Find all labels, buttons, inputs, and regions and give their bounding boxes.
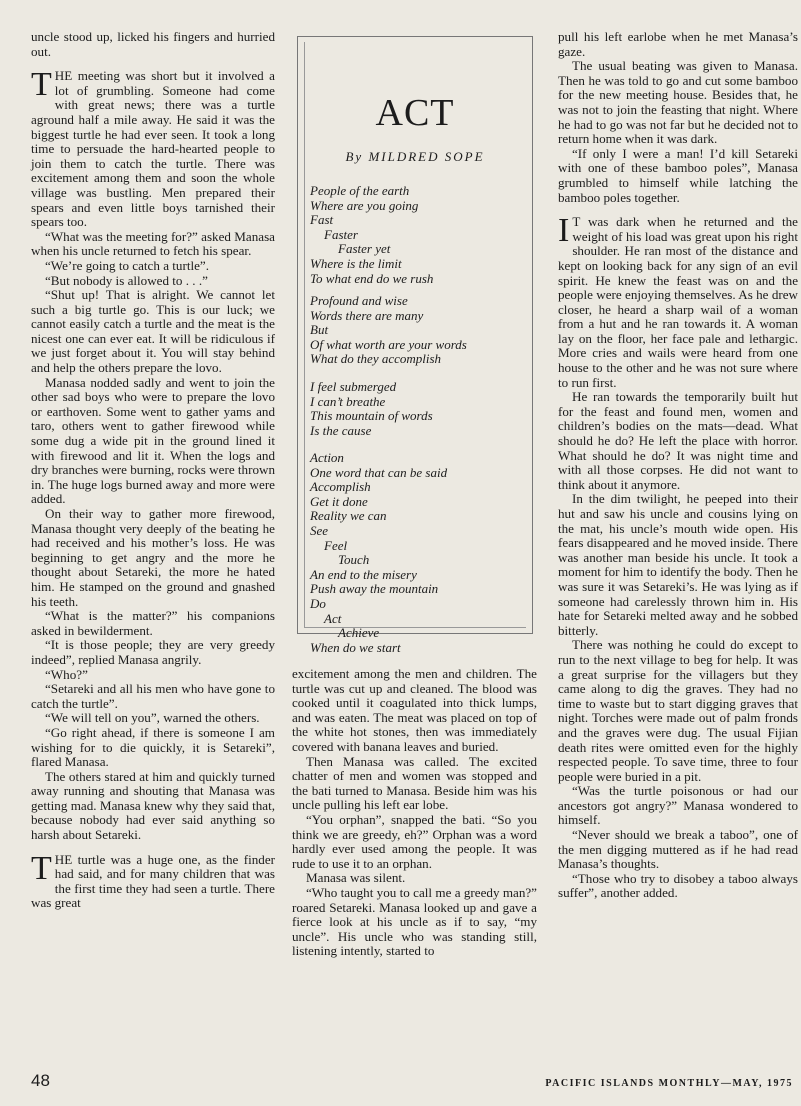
poem-line: Faster bbox=[324, 226, 358, 242]
paragraph: “Was the turtle poisonous or had our ancestors got angry?” Manasa wondered to himself. bbox=[558, 783, 798, 828]
paragraph: “If only I were a man! I’d kill Setareki with one of these bamboo poles”, Manasa grumbled to himself while latching the bamboo poles together. bbox=[558, 145, 798, 205]
drop-cap: I bbox=[558, 212, 570, 250]
paragraph: “Setareki and all his men who have gone to catch the turtle”. bbox=[31, 681, 275, 711]
paragraph: THE meeting was short but it involved a lot of grumbling. Someone had come with great news; there was a turtle aground half a mile away. He said it was the biggest turtle he had ever seen. It took a long time to persuade the hard-hearted people to join them to catch the turtle. There was excitement among them and soon the whole village was bustling. Men prepared their spears and even little boys tarnished their spears too. bbox=[31, 66, 275, 230]
poem-line: Achieve bbox=[338, 625, 380, 641]
paragraph: “Those who try to disobey a taboo always suffer”, another added. bbox=[558, 870, 798, 901]
poem-line: One word that can be said bbox=[310, 464, 448, 480]
paragraph: “It is those people; they are very greedy indeed”, replied Manasa angrily. bbox=[31, 637, 275, 667]
paragraph: pull his left earlobe when he met Manasa’s gaze. bbox=[558, 29, 798, 59]
paragraph: “Never should we break a taboo”, one of the men digging muttered as if he had read Manasa’s thoughts. bbox=[558, 827, 798, 872]
poem-line: Action bbox=[310, 450, 344, 465]
paragraph: There was nothing he could do except to run to the next village to beg for help. It was a great surprise for the villagers but they came along to dig the graves. They had no time to waste but to start digging graves that night. Torches were made out of palm fronds and the graves were dug. The usual Fijian death rites were omitted even for the highly respected people. To save time, three to four people were buried in a pit. bbox=[558, 637, 798, 784]
paragraph: In the dim twilight, he peeped into their hut and saw his uncle and cousins lying on the mat, his uncle’s mouth wide open. His fears disappeared and he moved inside. There was another man beside his uncle. It took a moment for him to identify the body. Then he was sure it was Setareki’s. He was lying as if someone had carelessly thrown him in. His hate for Setareki melted away and he sobbed bitterly. bbox=[558, 491, 798, 638]
poem-line: Words there are many bbox=[310, 307, 424, 323]
poem-box bbox=[297, 36, 533, 655]
poem-line: This mountain of words bbox=[310, 408, 433, 424]
drop-cap: T bbox=[31, 849, 52, 887]
poem-line: Get it done bbox=[310, 493, 368, 509]
poem-line: Profound and wise bbox=[310, 293, 408, 308]
paragraph: “Go right ahead, if there is someone I am wishing for to die quickly, it is Setareki”, flared Manasa. bbox=[31, 724, 275, 770]
poem-line: What do they accomplish bbox=[310, 351, 442, 367]
paragraph: The usual beating was given to Manasa. Then he was told to go and cut some bamboo for the new meeting house. Besides that, he was not to join the feasting that night. Where he had to go was not far but he decided not to return home when it was dark. bbox=[558, 58, 798, 147]
poem-line: Is the cause bbox=[310, 422, 372, 438]
poem-stanza-4 bbox=[310, 451, 525, 655]
poem-line: Fast bbox=[310, 212, 334, 228]
poem-line: An end to the misery bbox=[310, 566, 417, 582]
poem-line: I can’t breathe bbox=[310, 393, 386, 409]
paragraph: “Shut up! That is alright. We cannot let such a big turtle go. This is our luck; we cannot easily catch a turtle and the meat is the nicest one can ever eat. It will be ridiculous if we just forget about it. You will stay behind and help the others prepare the lovo. bbox=[31, 287, 275, 376]
poem-line: Reality we can bbox=[310, 508, 387, 524]
paragraph: On their way to gather more firewood, Manasa thought very deeply of the beating he had received and his mother’s loss. He was beginning to get angry and the more he thought about Setareki, the more he hated him. He stamped on the ground and gnashed his teeth. bbox=[31, 506, 275, 609]
poem-stanza-2 bbox=[310, 294, 525, 367]
poem-line: Faster yet bbox=[338, 241, 391, 257]
paragraph: “We’re going to catch a turtle”. bbox=[45, 257, 209, 273]
paragraph: “You orphan”, snapped the bati. “So you think we are greedy, eh?” Orphan was a word hardly ever used among the people. It was rude to use it to an orphan. bbox=[292, 811, 537, 871]
poem-line: When do we start bbox=[310, 639, 401, 655]
poem-stanza-1 bbox=[310, 184, 525, 286]
poem-line: Do bbox=[310, 595, 326, 611]
poem-line: To what end do we rush bbox=[310, 270, 434, 286]
paragraph: uncle stood up, licked his fingers and hurried out. bbox=[31, 29, 275, 59]
poem-line: Of what worth are your words bbox=[310, 336, 467, 352]
paragraph: “What is the matter?” his companions asked in bewilderment. bbox=[31, 608, 275, 638]
paragraph: “Who?” bbox=[45, 666, 88, 682]
paragraph: “What was the meeting for?” asked Manasa when his uncle returned to fetch his spear. bbox=[31, 228, 275, 259]
drop-cap: T bbox=[31, 66, 52, 104]
poem-line: Act bbox=[324, 610, 342, 626]
poem-stanza-3 bbox=[310, 380, 525, 438]
poem-line: Where is the limit bbox=[310, 255, 402, 271]
paragraph: “Who taught you to call me a greedy man?” roared Setareki. Manasa looked up and gave a fierce look at his uncle as if to say, “my uncle”. His uncle who was standing still, listening intently, started to bbox=[292, 884, 537, 959]
poem-line: Accomplish bbox=[310, 479, 371, 495]
poem-title: ACT bbox=[375, 92, 455, 134]
paragraph: excitement among the men and children. The turtle was cut up and cleaned. The blood was cooked until it coagulated into thick lumps, and was eaten. The meat was placed on top of the white hot stones, then was immediately covered with banana leaves and buried. bbox=[292, 666, 537, 754]
poem-line: Feel bbox=[324, 537, 348, 553]
paragraph: He ran towards the temporarily built hut for the feast and found men, women and children’s bodies on the mats—dead. What should he do? He left the place with horror. What should he do? It was night time and with all those corpses. He did not want to think about it anymore. bbox=[558, 389, 798, 492]
paragraph: Manasa was silent. bbox=[306, 870, 406, 886]
paragraph: “We will tell on you”, warned the others. bbox=[45, 710, 260, 726]
poem-line: Touch bbox=[338, 552, 370, 568]
paragraph: “But nobody is allowed to . . .” bbox=[45, 272, 208, 288]
paragraph: THE turtle was a huge one, as the finder had said, and for many children that was the first time they had seen a turtle. There was great bbox=[31, 849, 275, 911]
paragraph: Manasa nodded sadly and went to join the other sad boys who were to prepare the lovo or earthoven. Some went to gather yams and taro, others went to gather firewood while some dug a wide pit in the ground lined it with firewood and lit it. When the logs and dry branches were burning, rocks were thrown in. The huge logs burned away and more were added. bbox=[31, 374, 275, 507]
poem-line: I feel submerged bbox=[310, 379, 397, 394]
poem-line: But bbox=[310, 322, 329, 338]
poem-box-top-rule bbox=[298, 36, 532, 37]
paragraph: I T was dark when he returned and the weight of his load was great upon his right shoulder. He ran most of the distance and kept on looking back for any sign of an evil spirit. He knew the feast was on and the people were enjoying themselves. As he drew closer, he heard a sharp wail of a woman from a hut and he ran towards it. A woman lay on the floor, her face pale and lethargic. More cries and wails were heard from one house to the other and he was not sure where to run first. bbox=[558, 212, 798, 390]
page-number: 48 bbox=[31, 1071, 50, 1090]
poem-line: Push away the mountain bbox=[310, 581, 439, 597]
poem-line: Where are you going bbox=[310, 197, 419, 213]
poem-line: People of the earth bbox=[310, 183, 410, 198]
poem-line: See bbox=[310, 522, 329, 538]
poem-author: By MILDRED SOPE bbox=[345, 149, 485, 164]
column-2 bbox=[292, 667, 537, 959]
paragraph: The others stared at him and quickly turned away running and shouting that Manasa was getting mad. Manasa knew why they said that, because nobody had ever said anything so harsh about Setareki. bbox=[31, 768, 275, 843]
column-1 bbox=[31, 30, 275, 911]
publication-footer: PACIFIC ISLANDS MONTHLY—MAY, 1975 bbox=[545, 1078, 793, 1089]
column-3 bbox=[558, 30, 798, 901]
paragraph: Then Manasa was called. The excited chatter of men and women was stopped and the bati turned to Manasa. Beside him was his uncle pulling his left ear lobe. bbox=[292, 753, 537, 813]
